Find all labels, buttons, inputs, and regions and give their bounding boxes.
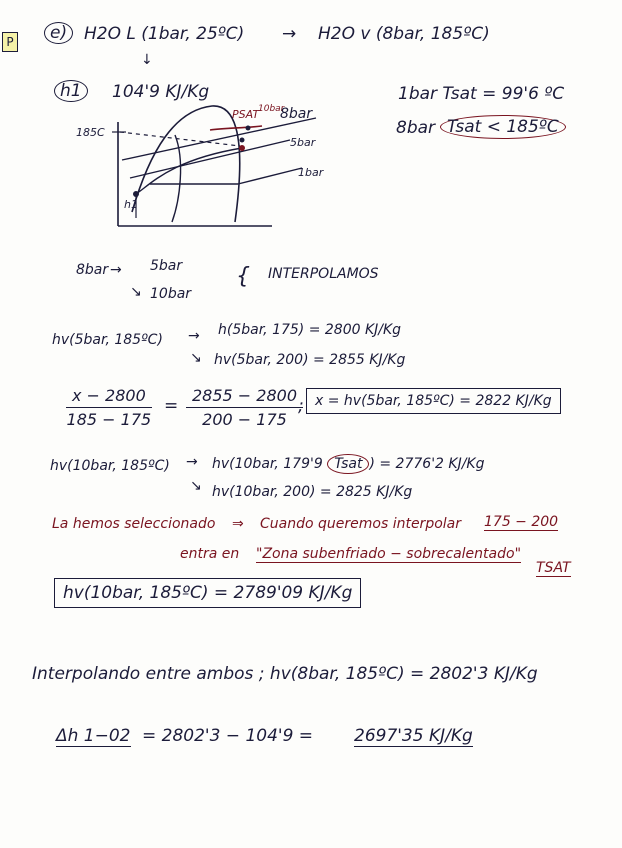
final-interpolation: Interpolando entre ambos ; hv(8bar, 185ºC) = 2802'3 KJ/Kg (32, 664, 538, 684)
frac-right-num: 2855 − 2800 (186, 386, 303, 408)
diagram-isobar-8bar: 8bar (280, 106, 313, 122)
diagram-isobar-1bar: 1bar (298, 166, 324, 179)
note-tsat-tag: TSAT (536, 560, 571, 576)
hv-10bar-lhs: hv(10bar, 185ºC) (50, 458, 170, 474)
interp-5bar: 5bar (150, 258, 183, 274)
diagram-temp-label: 185C (76, 126, 105, 139)
hv-5bar-result: x = hv(5bar, 185ºC) = 2822 KJ/Kg (306, 388, 561, 414)
diagram-isobar-5bar: 5bar (290, 136, 316, 149)
note-when: Cuando queremos interpolar (260, 516, 461, 532)
part-label: e) (44, 22, 73, 44)
interp-8bar: 8bar (76, 262, 109, 278)
h1-label: h1 (54, 80, 88, 102)
hv-10bar-sat-pre: hv(10bar, 179'9 (212, 456, 323, 472)
tsat-circled: Tsat (327, 454, 369, 474)
hv-5bar-lhs: hv(5bar, 185ºC) (52, 332, 163, 348)
liquid-state: H2O L (1bar, 25ºC) (84, 24, 245, 44)
note-enters: entra en (180, 546, 240, 562)
delta-h-label: Δh 1−02 (56, 726, 131, 746)
vapor-state: H2O v (8bar, 185ºC) (318, 24, 490, 44)
margin-tab: P (2, 32, 18, 52)
frac-left-num: x − 2800 (66, 386, 152, 408)
interp-label: INTERPOLAMOS (268, 266, 379, 282)
process-arrow: → (282, 24, 297, 44)
h1-value: 104'9 KJ/Kg (112, 82, 210, 102)
hv-5bar-200: hv(5bar, 200) = 2855 KJ/Kg (214, 352, 406, 368)
frac-semicolon: ; (298, 396, 304, 416)
frac-equals: = (164, 396, 179, 416)
hv-5bar-175: h(5bar, 175) = 2800 KJ/Kg (218, 322, 402, 338)
note-arrow: ⇒ (232, 516, 244, 532)
note-selected: La hemos seleccionado (52, 516, 216, 532)
delta-h-result: 2697'35 KJ/Kg (354, 726, 473, 746)
hv-10bar-result: hv(10bar, 185ºC) = 2789'09 KJ/Kg (54, 578, 361, 608)
frac-left-den: 185 − 175 (66, 410, 152, 429)
tsat-1bar: 1bar Tsat = 99'6 ºC (398, 84, 565, 104)
hv-10bar-sat (212, 456, 485, 472)
tsat-8bar-compare: Tsat < 185ºC (440, 115, 566, 139)
note-range: 175 − 200 (484, 514, 559, 530)
tsat-8bar-pressure: 8bar (396, 118, 436, 138)
diagram-psat-label: PSAT (232, 108, 260, 121)
hv-10bar-sat-post: ) = 2776'2 KJ/Kg (369, 456, 485, 472)
frac-right-den: 200 − 175 (202, 410, 287, 429)
diagram-h1-point: h1 (124, 198, 138, 211)
note-zone: "Zona subenfriado − sobrecalentado" (256, 546, 522, 562)
interp-fraction-left (66, 386, 152, 429)
interp-10bar: 10bar (150, 286, 192, 302)
diagram-psat-sub: 10bar (258, 104, 285, 114)
delta-h-expression: = 2802'3 − 104'9 = (142, 726, 314, 746)
down-arrow-icon: ↓ (141, 52, 153, 68)
hv-10bar-200: hv(10bar, 200) = 2825 KJ/Kg (212, 484, 413, 500)
interp-fraction-right (186, 386, 303, 429)
